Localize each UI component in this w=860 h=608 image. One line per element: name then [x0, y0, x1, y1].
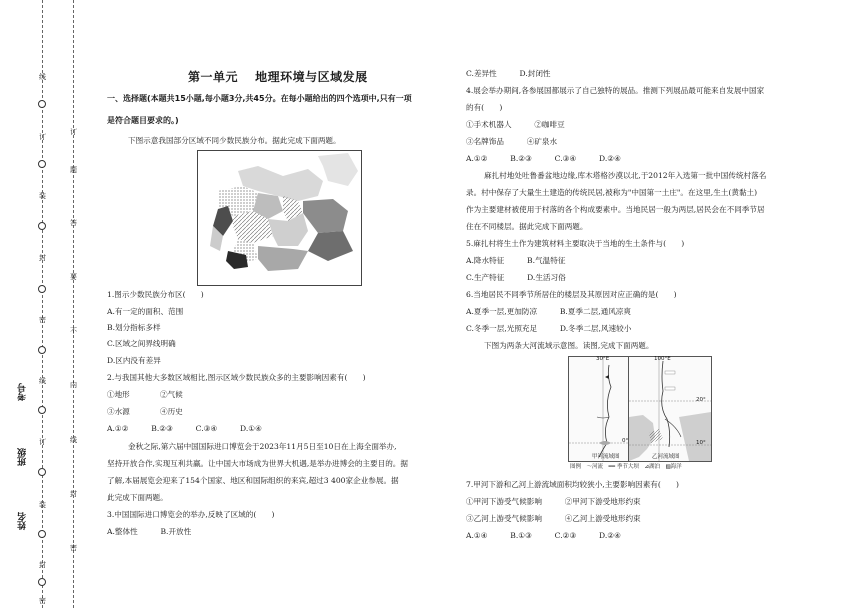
binding-char: 密: [70, 544, 77, 552]
ethnic-minority-map: [197, 150, 362, 286]
q7-items-34: ③乙河上游受气候影响 ④乙河上游受地形约束: [466, 514, 641, 523]
q2-item-2: ②气候: [160, 390, 183, 399]
river-yi-longitude: 100°E: [654, 356, 671, 362]
river-yi-latitude-20: 20°: [696, 397, 706, 403]
binding-line-inner: [73, 0, 74, 608]
section-instructions-line1: [107, 93, 412, 104]
binding-char: 密: [39, 316, 46, 324]
binding-char: 密: [39, 597, 46, 605]
binding-char: 内: [70, 381, 77, 389]
q2-answers: A.①② B.②③ C.③④ D.①④: [107, 424, 262, 433]
q5-options-cd: C.生产特征 D.生活习俗: [466, 273, 566, 282]
binding-char: 线: [70, 436, 77, 444]
q1-option-b: B.划分指标多样: [107, 323, 161, 332]
q5-options-ab: A.降水特征 B.气温特征: [466, 256, 566, 265]
binding-char: 封: [39, 561, 46, 569]
binding-char: 装: [39, 501, 46, 509]
binding-circle: [38, 346, 46, 354]
binding-char: 线: [39, 377, 46, 385]
q2-item-4: ④历史: [160, 407, 183, 416]
section-instructions-text: 一、选择题(本题共15小题,每小题3分,共45分。在每小题给出的四个选项中,只有一项: [107, 94, 412, 103]
binding-circle: [38, 406, 46, 414]
river-jia-longitude: 30°E: [596, 356, 610, 362]
q3-options-cd: C.差异性 D.封闭性: [466, 69, 551, 78]
q4-answers: A.①② B.②③ C.③④ D.②④: [466, 154, 621, 163]
question-1: 1.图示少数民族分布区( ): [107, 290, 204, 299]
question-5: 5.麻扎村将生土作为建筑材料主要取决于当地的生土条件与( ): [466, 239, 685, 248]
binding-char: 不: [70, 327, 77, 335]
binding-char: 订: [70, 128, 77, 136]
question-6: 6.当地居民不同季节所居住的楼层及其原因对应正确的是( ): [466, 290, 677, 299]
q7-items-12: ①甲河下游受气候影响 ②甲河下游受地形约束: [466, 497, 641, 506]
binding-circle: [38, 285, 46, 293]
section-instructions-text: 是符合题目要求的。): [107, 116, 179, 125]
binding-char: 订: [39, 133, 46, 141]
q1-option-a: A.有一定的面积、范围: [107, 307, 184, 316]
expo-passage-line2: 坚持开放合作,实现互利共赢。让中国大市场成为世界大机遇,是举办进博会的主要目的。据: [107, 459, 408, 468]
map-legend: 图例 ～河流 ━━ 季节大坝 ⊿湖泊 ▨海洋: [570, 464, 682, 470]
binding-circle: [38, 222, 46, 230]
binding-circle: [38, 468, 46, 476]
section-instructions-line2: [107, 115, 179, 126]
village-passage-line4: 住在不同楼层。据此完成下面两题。: [466, 222, 588, 231]
binding-circle: [38, 160, 46, 168]
q3-options-ab: A.整体性 B.开放性: [107, 527, 192, 536]
q2-item-3: ③水源: [107, 407, 130, 416]
unit-title: 第一单元 地理环境与区域发展: [188, 70, 368, 84]
q1-option-d: D.区内没有差异: [107, 356, 161, 365]
intro-q1-2: 下图示意我国部分区域不同少数民族分布。据此完成下面两题。: [128, 136, 341, 145]
binding-char: 订: [39, 438, 46, 446]
river-yi-caption: 乙河流域图: [652, 454, 680, 460]
river-yi-map: [628, 356, 712, 462]
q6-options-cd: C.冬季一层,光照充足 D.冬季二层,风速较小: [466, 324, 632, 333]
question-4-line1: 4.展会举办期间,各参展国都展示了自己独特的展品。推测下列展品最可能来自发展中国家: [466, 86, 765, 95]
binding-char: 装: [39, 192, 46, 200]
ethnic-minority-map-graphic: [198, 151, 361, 285]
village-passage-line1: 麻扎村地处吐鲁番盆地边缘,库木塔格沙漠以北,于2012年入选第一批中国传统村落名: [484, 171, 767, 180]
q6-options-ab: A.夏季一层,更加防凉 B.夏季二层,通风凉爽: [466, 307, 631, 316]
expo-passage-line4: 此完成下面两题。: [107, 493, 168, 502]
expo-passage-line1: 金秋之际,第六届中国国际进口博览会于2023年11月5日至10日在上海全面举办,: [128, 442, 397, 451]
q1-option-c: C.区域之间界线明确: [107, 339, 176, 348]
exam-number-label: 考号: [18, 383, 28, 401]
binding-line-outer: [42, 0, 43, 608]
q2-item-1: ①地形: [107, 390, 130, 399]
class-label: 班级: [18, 448, 28, 466]
intro-q7-8: 下图为两条大河流域示意图。读图,完成下面两题。: [484, 341, 654, 350]
binding-circle: [38, 578, 46, 586]
binding-circle: [38, 530, 46, 538]
binding-circle: [38, 100, 46, 108]
expo-passage-line3: 了解,本届展览会迎来了154个国家、地区和国际组织的来宾,超过3 400家企业参展。据: [107, 476, 399, 485]
question-3: 3.中国国际进口博览会的举办,反映了区域的( ): [107, 510, 275, 519]
binding-char: 封: [39, 254, 46, 262]
village-passage-line2: 录。村中保存了大量生土建造的传统民居,被称为"中国第一土庄"。在这里,生土(黄黏土): [466, 188, 758, 197]
river-jia-latitude: 0°: [622, 438, 629, 444]
binding-char: 要: [70, 273, 77, 281]
q4-items-34: ③名牌饰品 ④矿泉水: [466, 137, 558, 146]
binding-char: 封: [70, 490, 77, 498]
name-label: 姓名: [18, 512, 28, 530]
question-7: 7.甲河下游和乙河上游流域面积均较狭小,主要影响因素有( ): [466, 480, 680, 489]
binding-char: 答: [70, 219, 77, 227]
river-yi-latitude-10: 10°: [696, 440, 706, 446]
q4-items-12: ①手术机器人 ②咖啡豆: [466, 120, 565, 129]
question-4-line2: 的有( ): [466, 103, 503, 112]
village-passage-line3: 作为主要建材被使用于村落的各个构成要素中。当地民居一般为两层,居民会在不同季节居: [466, 205, 765, 214]
river-jia-caption: 甲河流域图: [592, 454, 620, 460]
q7-answers: A.①④ B.①③ C.②③ D.②④: [466, 531, 621, 540]
binding-char: 线: [39, 73, 46, 81]
question-2: 2.与我国其他大多数区域相比,图示区域少数民族众多的主要影响因素有( ): [107, 373, 366, 382]
binding-char: 题: [70, 166, 77, 174]
